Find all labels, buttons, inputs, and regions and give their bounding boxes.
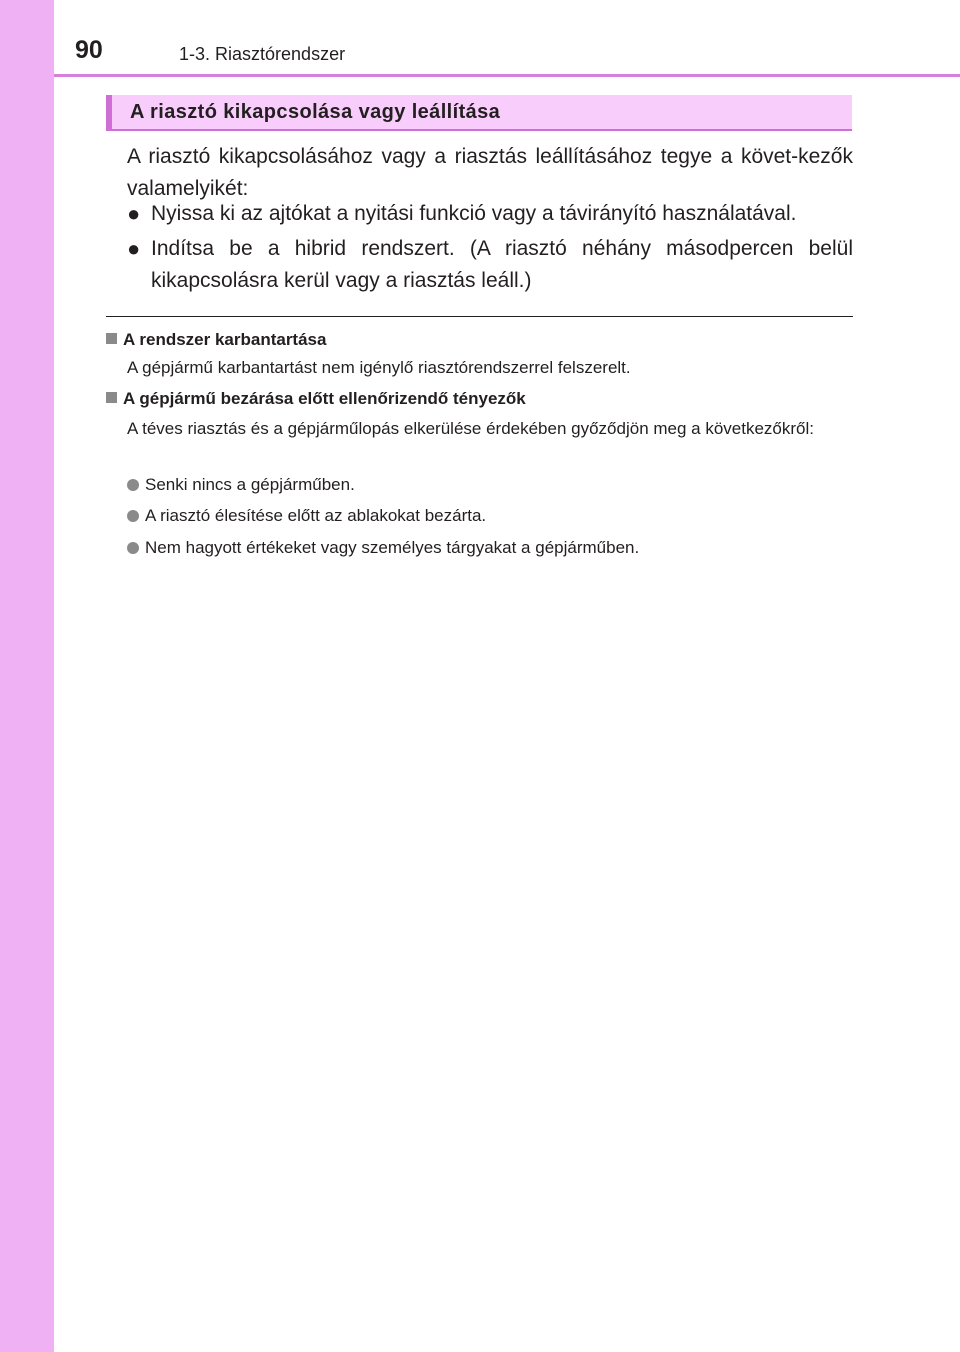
list-item bbox=[127, 233, 853, 297]
bullet-dot-icon bbox=[127, 510, 139, 522]
section-intro: A riasztó kikapcsolásához vagy a riasztás leállításához tegye a követ-kezők valamelyikét: bbox=[127, 145, 853, 200]
list-item bbox=[127, 505, 486, 527]
bullet-dot-icon: ● bbox=[127, 201, 141, 226]
note-body: A gépjármű karbantartást nem igénylő riasztórendszerrel felszerelt. bbox=[127, 358, 631, 377]
note-heading-text: A rendszer karbantartása bbox=[123, 330, 327, 349]
list-item-text: Senki nincs a gépjárműben. bbox=[145, 475, 355, 494]
note-heading bbox=[106, 389, 526, 409]
square-bullet-icon bbox=[106, 333, 117, 344]
list-item-text: Nem hagyott értékeket vagy személyes tárgyakat a gépjárműben. bbox=[145, 538, 640, 557]
bullet-dot-icon: ● bbox=[127, 236, 141, 261]
list-item bbox=[127, 537, 639, 559]
side-color-band bbox=[0, 0, 54, 1352]
page-number: 90 bbox=[75, 36, 103, 64]
list-item-text: Nyissa ki az ajtókat a nyitási funkció vagy a távirányító használatával. bbox=[151, 202, 797, 225]
bullet-dot-icon bbox=[127, 542, 139, 554]
section-divider bbox=[106, 316, 853, 317]
square-bullet-icon bbox=[106, 392, 117, 403]
list-item-text: Indítsa be a hibrid rendszert. (A riasztó néhány másodpercen belül kikapcsolásra kerül vagy a riasztás leáll.) bbox=[151, 237, 853, 292]
list-item bbox=[127, 474, 355, 496]
bullet-dot-icon bbox=[127, 479, 139, 491]
list-item bbox=[127, 198, 853, 230]
section-title: A riasztó kikapcsolása vagy leállítása bbox=[130, 101, 501, 123]
note-body: A téves riasztás és a gépjárműlopás elkerülése érdekében győződjön meg a következőkről: bbox=[127, 419, 814, 438]
section-heading-bar bbox=[106, 95, 852, 131]
chapter-title: 1-3. Riasztórendszer bbox=[179, 44, 346, 64]
note-heading bbox=[106, 330, 326, 350]
header-divider bbox=[54, 74, 960, 77]
note-heading-text: A gépjármű bezárása előtt ellenőrizendő tényezők bbox=[123, 389, 526, 408]
list-item-text: A riasztó élesítése előtt az ablakokat bezárta. bbox=[145, 506, 487, 525]
